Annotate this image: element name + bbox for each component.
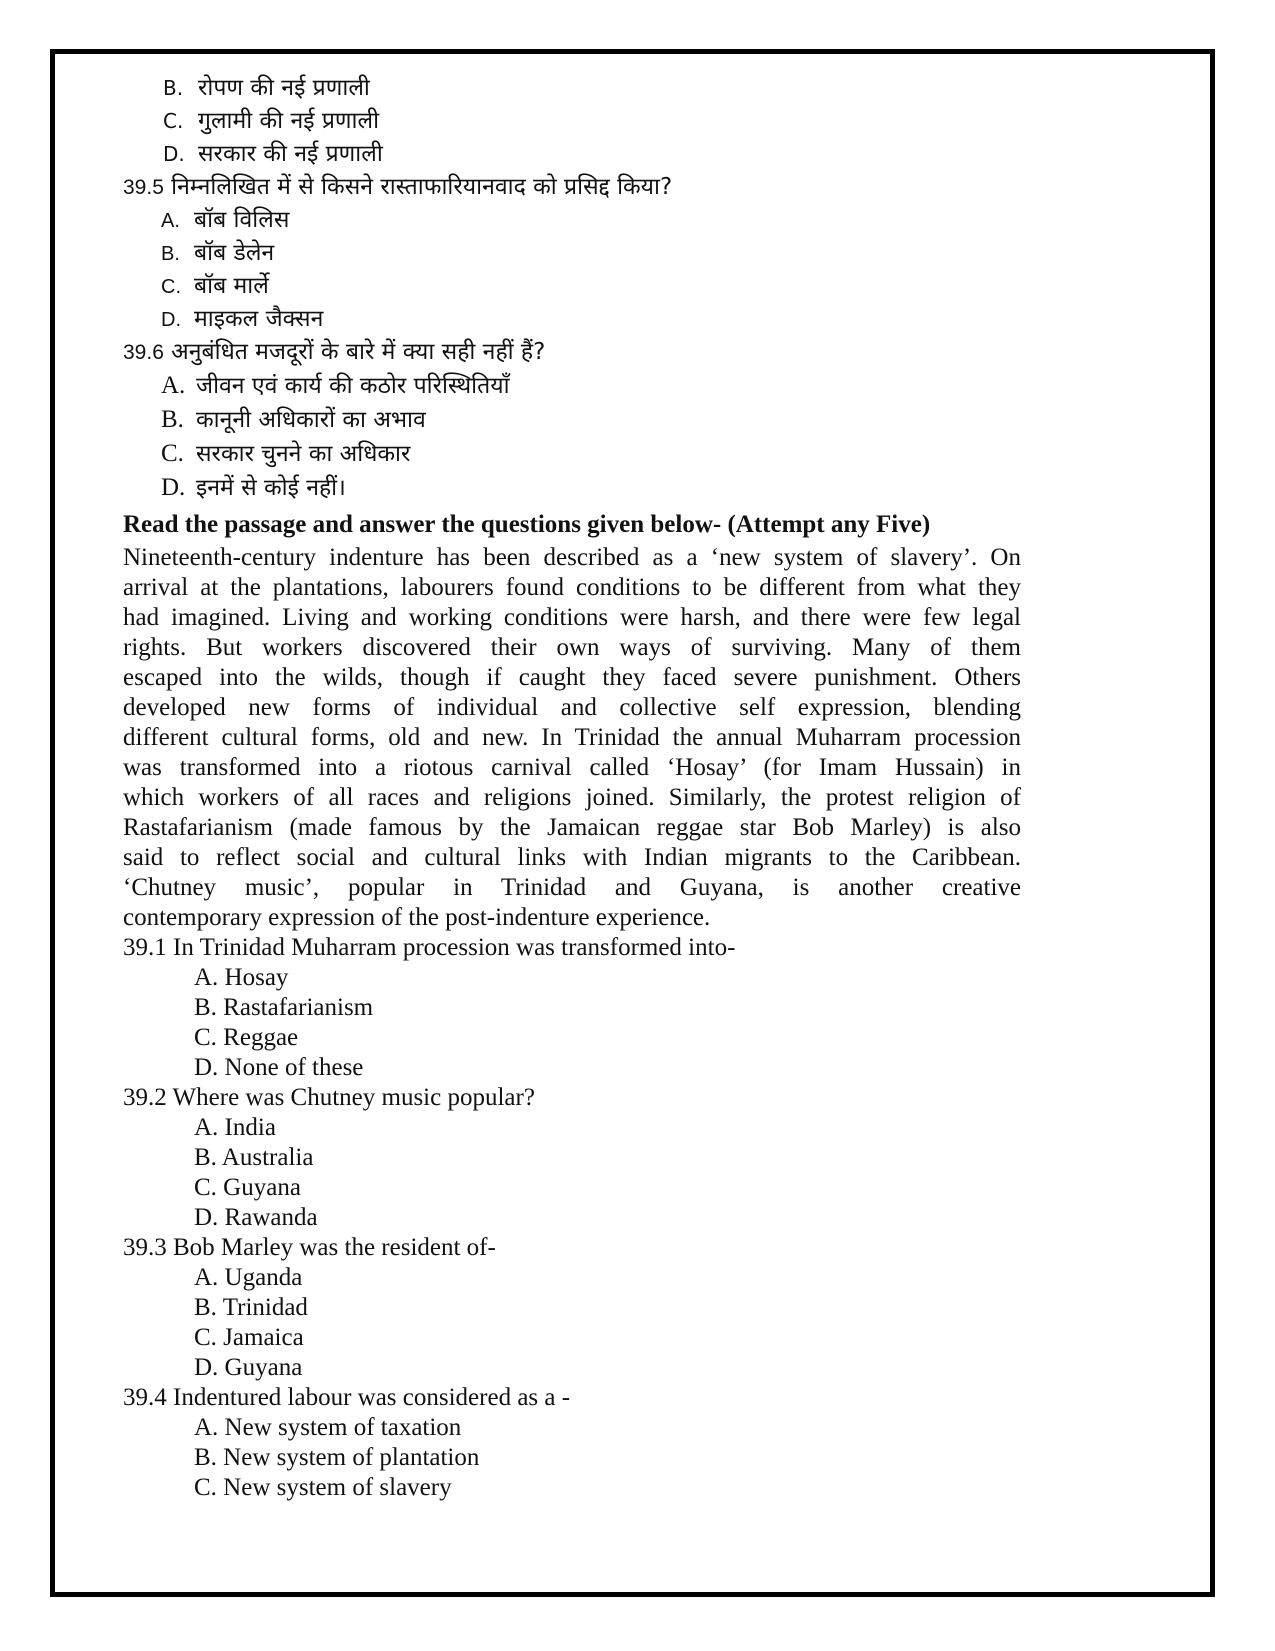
option-b (123, 72, 1023, 105)
option-b: B. Rastafarianism (194, 994, 374, 1021)
passage-line: said to reflect social and cultural links with Indian migrants to the Caribbean. (123, 844, 1021, 871)
option-c: C. Guyana (194, 1174, 301, 1201)
question-number: 39.5 (123, 176, 164, 199)
option-letter: B. (163, 76, 184, 100)
option-c: C. New system of slavery (194, 1474, 452, 1501)
question-number: 39.6 (123, 341, 164, 364)
passage-line: arrival at the plantations, labourers found conditions to be different from what they (123, 574, 1021, 601)
option-text: गुलामी की नई प्रणाली (198, 108, 380, 134)
option-text: रोपण की नई प्रणाली (198, 75, 370, 101)
question-text (123, 171, 1023, 204)
option-d: D. Rawanda (194, 1204, 318, 1231)
passage-line: contemporary expression of the post-indenture experience. (123, 904, 711, 931)
option-letter: B. (161, 243, 180, 265)
question-text: 39.1 In Trinidad Muharram procession was transformed into- (123, 934, 736, 961)
option-c (123, 270, 1023, 303)
option-a: A. Hosay (194, 964, 289, 991)
option-d: D. Guyana (194, 1354, 303, 1381)
option-d: D. None of these (194, 1054, 364, 1081)
passage-line: Nineteenth-century indenture has been described as a ‘new system of slavery’. On (123, 544, 1021, 571)
option-text: जीवन एवं कार्य की कठोर परिस्थितियाँ (196, 373, 510, 399)
passage (123, 543, 1021, 933)
passage-line: rights. But workers discovered their own ways of surviving. Many of them (123, 634, 1021, 661)
option-text: कानूनी अधिकारों का अभाव (196, 407, 426, 433)
option-letter: A. (161, 372, 186, 399)
option-d (123, 471, 1023, 505)
question-39-3 (123, 1233, 1023, 1383)
question-39-5 (123, 171, 1023, 336)
question-body: निम्नलिखित में से किसने रास्ताफारियानवाद को प्रसिद्द किया? (163, 174, 673, 200)
option-a: A. Uganda (194, 1264, 303, 1291)
passage-line: ‘Chutney music’, popular in Trinidad and Guyana, is another creative (123, 874, 1021, 901)
option-letter: D. (163, 142, 185, 166)
option-a: A. India (194, 1114, 276, 1141)
option-text: माइकल जैक्सन (194, 306, 324, 332)
question-39-6 (123, 336, 1023, 505)
passage-line: which workers of all races and religions joined. Similarly, the protest religion of (123, 784, 1021, 811)
option-c (123, 437, 1023, 471)
question-39-1 (123, 933, 1023, 1083)
option-letter: B. (161, 406, 184, 433)
option-text: सरकार चुनने का अधिकार (196, 441, 411, 467)
option-b (123, 403, 1023, 437)
option-a: A. New system of taxation (194, 1414, 462, 1441)
option-c (123, 105, 1023, 138)
option-letter: D. (161, 309, 181, 331)
passage-line: had imagined. Living and working conditions were harsh, and there were few legal (123, 604, 1021, 631)
option-letter: C. (161, 276, 181, 298)
option-letter: C. (163, 109, 184, 133)
section-heading: Read the passage and answer the questions given below- (Attempt any Five) (123, 511, 931, 538)
option-text: बॉब विलिस (194, 207, 290, 233)
passage-line: developed new forms of individual and collective self expression, blending (123, 694, 1021, 721)
passage-line: was transformed into a riotous carnival called ‘Hosay’ (for Imam Hussain) in (123, 754, 1021, 781)
option-text: इनमें से कोई नहीं। (196, 475, 346, 501)
option-b (123, 237, 1023, 270)
option-text: बॉब डेलेन (194, 240, 275, 266)
option-text: सरकार की नई प्रणाली (198, 141, 383, 167)
option-letter: D. (161, 474, 186, 501)
option-d (123, 138, 1023, 171)
option-letter: C. (161, 440, 184, 467)
option-d (123, 303, 1023, 336)
option-b: B. Australia (194, 1144, 314, 1171)
option-a (123, 204, 1023, 237)
question-39-4 (123, 1383, 1023, 1503)
passage-line: different cultural forms, old and new. In Trinidad the annual Muharram procession (123, 724, 1021, 751)
question-text (123, 336, 1023, 369)
option-text: बॉब मार्ले (194, 273, 269, 299)
passage-line: Rastafarianism (made famous by the Jamaican reggae star Bob Marley) is also (123, 814, 1021, 841)
question-39-2 (123, 1083, 1023, 1233)
top-options-block (123, 72, 1023, 171)
page-content (123, 72, 1023, 1503)
option-b: B. New system of plantation (194, 1444, 480, 1471)
option-c: C. Jamaica (194, 1324, 304, 1351)
question-body: अनुबंधित मजदूरों के बारे में क्या सही नहीं हैं? (163, 339, 546, 365)
question-text: 39.2 Where was Chutney music popular? (123, 1084, 535, 1111)
question-text: 39.4 Indentured labour was considered as a - (123, 1384, 571, 1411)
option-b: B. Trinidad (194, 1294, 308, 1321)
option-c: C. Reggae (194, 1024, 299, 1051)
option-a (123, 369, 1023, 403)
option-letter: A. (161, 210, 180, 232)
question-text: 39.3 Bob Marley was the resident of- (123, 1234, 496, 1261)
passage-line: escaped into the wilds, though if caught they faced severe punishment. Others (123, 664, 1021, 691)
